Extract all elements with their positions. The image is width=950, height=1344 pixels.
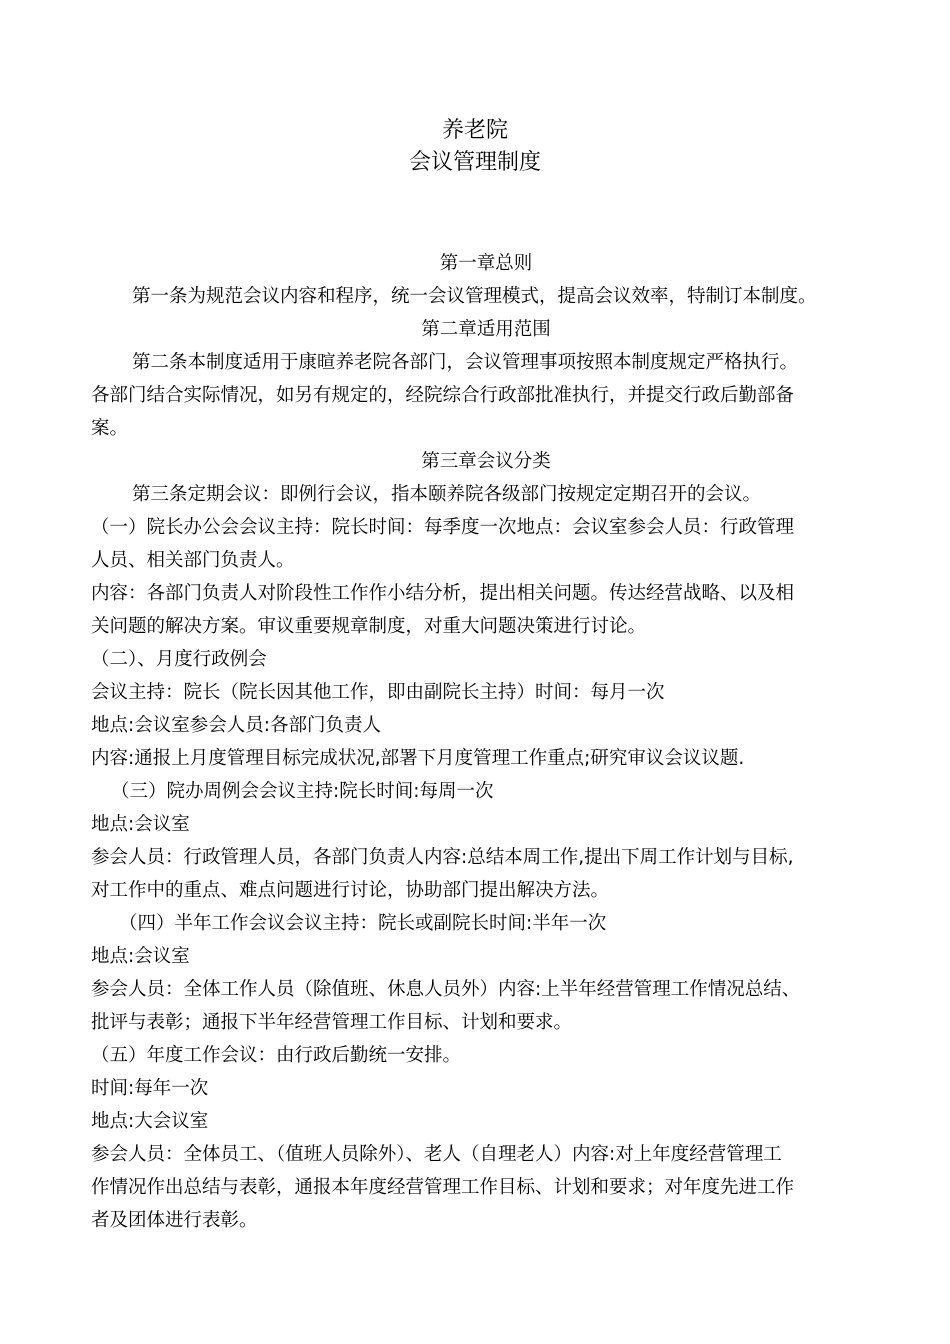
paragraph-line: 作情况作出总结与表彰，通报本年度经营管理工作目标、计划和要求；对年度先进工作: [91, 1177, 795, 1198]
paragraph-line: 对工作中的重点、难点问题进行讨论，协助部门提出解决方法。: [91, 880, 610, 901]
document-title-line-1: 养老院: [441, 118, 508, 143]
paragraph-line: 参会人员：全体工作人员（除值班、休息人员外）内容:上半年经营管理工作情况总结、: [91, 979, 801, 1000]
paragraph-line: 第二条本制度适用于康暄养老院各部门，会议管理事项按照本制度规定严格执行。: [132, 352, 799, 373]
paragraph-line: 地点:会议室: [91, 946, 190, 967]
paragraph-line: （一）院长办公会会议主持：院长时间：每季度一次地点：会议室参会人员：行政管理: [91, 517, 795, 538]
paragraph-line: 地点:大会议室: [91, 1111, 209, 1132]
chapter-heading: 第三章会议分类: [421, 451, 551, 472]
paragraph-line: 会议主持：院长（院长因其他工作，即由副院长主持）时间：每月一次: [91, 682, 665, 703]
paragraph-line: 地点:会议室参会人员:各部门负责人: [91, 715, 381, 736]
paragraph-line: 地点:会议室: [91, 814, 190, 835]
section-heading: （四）半年工作会议会议主持：院长或副院长时间:半年一次: [119, 913, 607, 934]
paragraph-line: 时间:每年一次: [91, 1078, 209, 1099]
document-body: [91, 247, 881, 1237]
paragraph-line: 人员、相关部门负责人。: [91, 550, 295, 571]
chapter-heading: 第二章适用范围: [421, 319, 551, 340]
paragraph-line: 第三条定期会议：即例行会议，指本颐养院各级部门按规定定期召开的会议。: [132, 484, 762, 505]
chapter-heading: 第一章总则: [439, 253, 533, 274]
paragraph-line: 内容:通报上月度管理目标完成状况,部署下月度管理工作重点;研究审议会议议题.: [91, 748, 745, 769]
paragraph-line: 参会人员：行政管理人员，各部门负责人内容:总结本周工作,提出下周工作计划与目标,: [91, 847, 794, 868]
paragraph-line: 第一条为规范会议内容和程序，统一会议管理模式，提高会议效率，特制订本制度。: [132, 286, 817, 307]
section-heading: （五）年度工作会议：由行政后勤统一安排。: [91, 1045, 462, 1066]
section-heading: （三）院办周例会会议主持:院长时间:每周一次: [111, 781, 494, 802]
paragraph-line: 批评与表彰；通报下半年经营管理工作目标、计划和要求。: [91, 1012, 573, 1033]
paragraph-line: 参会人员：全体员工、（值班人员除外）、老人（自理老人）内容:对上年度经营管理工: [91, 1144, 782, 1165]
document-title-line-2: 会议管理制度: [408, 150, 541, 175]
section-heading: （二）、月度行政例会: [91, 649, 267, 670]
paragraph-line: 内容：各部门负责人对阶段性工作作小结分析，提出相关问题。传达经营战略、以及相: [91, 583, 795, 604]
paragraph-line: 各部门结合实际情况，如另有规定的，经院综合行政部批准执行，并提交行政后勤部备: [91, 385, 795, 406]
paragraph-line: 案。: [91, 418, 129, 439]
paragraph-line: 关问题的解决方案。审议重要规章制度，对重大问题决策进行讨论。: [91, 616, 647, 637]
paragraph-line: 者及团体进行表彰。: [91, 1210, 258, 1231]
